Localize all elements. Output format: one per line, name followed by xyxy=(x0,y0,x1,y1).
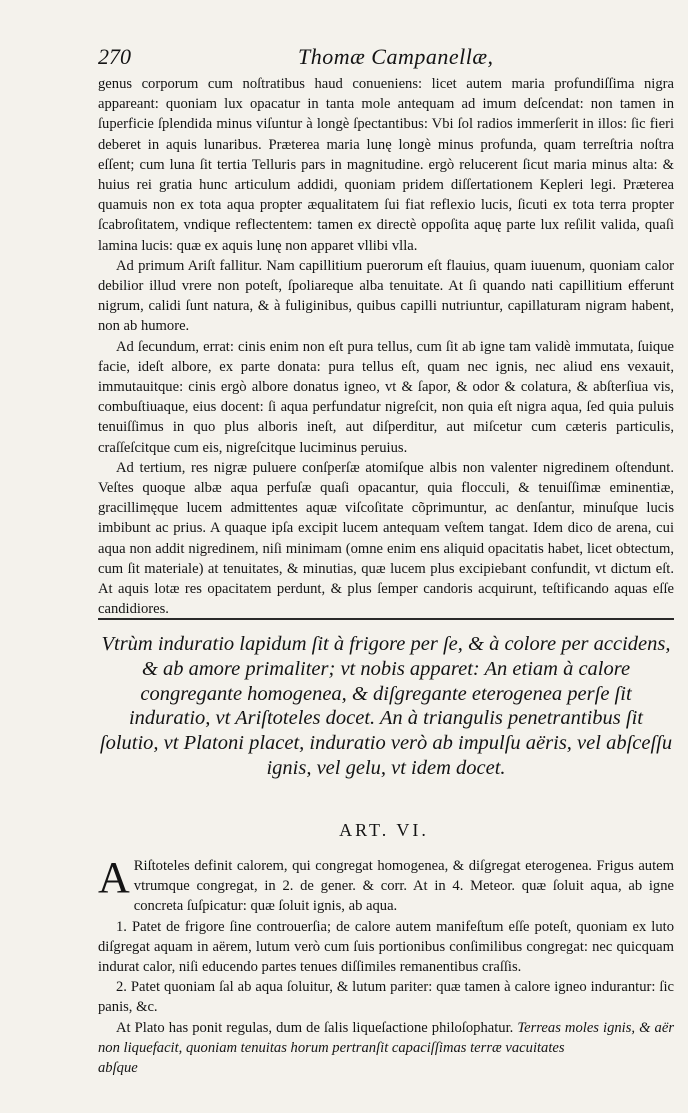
paragraph: genus corporum cum noſtratibus haud conueniens: licet autem maria profundiſſima nigra appareant: quoniam lux opacatur in tanta mole antequam ad imum deſcendat: non tamen in ſuperficie ſplendida minus viſuntur à longè ſpectantibus: Vbi ſol radios immerſerit in illos: ſic fieri deberet in aquis lunaribus. Præterea maria lunę longè minus profunda, quam terreſtria noſtra eſſent; cum luna ſit tertia Telluris pars in magnitudine. ergò relucerent ſicut maria minus alta: & huius rei gratia hunc articulum addidi, quoniam pridem diſſertationem Kepleri legi. Præterea quamuis non ex tota aqua propter æqualitatem ſui fiat reflexio lucis, ſicuti ex tota terra propter ſcabroſitatem, vndique reflectentem: tamen ex directè oppoſita aquę parte lux reſilit valida, quaſi lamina lucis: quæ ex aquis lunę non apparet vllibi vlla. xyxy=(98,76,674,254)
running-head: Thomæ Campanellæ, xyxy=(298,44,494,69)
paragraph: 2. Patet quoniam ſal ab aqua ſoluitur, & lutum pariter: quæ tamen à calore igneo indurantur: ſic panis, &c. xyxy=(98,979,674,1016)
article-heading: ART. VI. xyxy=(339,820,429,840)
paragraph-text: At Plato has ponit regulas, dum de ſalis liqueſactione philoſophatur. xyxy=(116,1019,514,1036)
page-number: 270 xyxy=(98,44,131,69)
section-divider xyxy=(98,618,674,620)
catchword: abſque xyxy=(98,1060,138,1077)
paragraph-text: Riſtoteles definit calorem, qui congregat homogenea, & diſgregat eterogenea. Frigus autem vtrumque congregat, in 2. de gener. & corr. At in 4. Meteor. quæ ſoluit aqua, ab igne concreta ſuſpicatur: quæ ſoluit ignis, ab aqua. xyxy=(133,858,674,915)
page-header xyxy=(98,44,670,70)
paragraph xyxy=(98,1018,674,1058)
drop-cap: A xyxy=(98,853,130,902)
paragraph xyxy=(98,853,674,917)
paragraph: Ad tertium, res nigræ puluere conſperſæ atomiſque albis non valenter nigredinem oſtendunt. Veſtes quoque albæ aqua perfuſæ quaſi opacantur, quia flocculi, & tenuiſſimæ eminentiæ, gracillimęque lucem admittentes aquæ viſcoſitate cõprimuntur, ac denſantur, minuſque lucis imbibunt ac prius. A quaque ipſa excipit lucem antequam veſtem tangat. Idem dico de arena, cui aqua non addit nigredinem, niſi minimam (omne enim ens aliquid opacitatis habet, licet obtectum, cum ſit materiale) at tenuitates, & minutias, quæ lucem plus excipiebant confundit, vt dictum eſt. At aquis lotæ res opacitatem perdunt, & plus ſemper candoris acquirunt, teſtificando aquas eſſe candidiores. xyxy=(98,459,674,618)
quoted-text: Terreas moles ignis, & aër non liquefacit, quoniam tenuitas horum pertranſit capaciſſimas terræ vacuitates xyxy=(98,1019,674,1056)
paragraph: Ad ſecundum, errat: cinis enim non eſt pura tellus, cum ſit ab igne tam validè immutata, ſuique facie, ideſt albore, ex parte donata: pura tellus eſt, quam nec ignis, nec aliud ens vexauit, immutauitque: cinis ergò albore donatus igneo, vt & ſapor, & odor & colatura, & abſterſiua vis, combuſtiuaque, eius docent: ſi aqua perfundatur nigreſcit, non quia eſt nigra aqua, ſed quia puluis tenuiſſimus in quo plus alboris ineſt, aut diſperditur, aut miſcetur cum cæteris particulis, craſſeſcitque cum eis, nigreſcitque luciminus peruius. xyxy=(98,338,674,456)
question-title: Vtrùm induratio lapidum ſit à frigore per ſe, & à colore per accidens, & ab amore primaliter; vt nobis apparet: An etiam à calore congregante homogenea, & diſgregante eterogenea perſe ſit induratio, vt Ariſtoteles docet. An à triangulis penetrantibus ſit ſolutio, vt Platoni placet, induratio verò ab impulſu aëris, vel abſceſſu ignis, vel gelu, vt idem docet. xyxy=(99,633,673,779)
paragraph: Ad primum Ariſt fallitur. Nam capillitium puerorum eſt flauius, quam iuuenum, quoniam calor debilior illud vrere non poteſt, ſpoliareque alba tenuitate. At ſi quando nati capillitium efferunt nigrum, calidi ſunt natura, & à fuliginibus, quibus capilli nutriuntur, capillaturam nigram habent, non ab humore. xyxy=(98,257,674,335)
article-text xyxy=(98,853,674,1078)
main-text xyxy=(98,74,674,619)
paragraph: 1. Patet de frigore ſine controuerſia; de calore autem manifeſtum eſſe poteſt, quoniam ex luto diſgregat aquam in aërem, lutum verò cum ſuis portionibus conſimilibus congregat: nec quicquam indurat calor, niſi educendo partes tenues diſſimiles remanentibus craſſis. xyxy=(98,918,674,976)
